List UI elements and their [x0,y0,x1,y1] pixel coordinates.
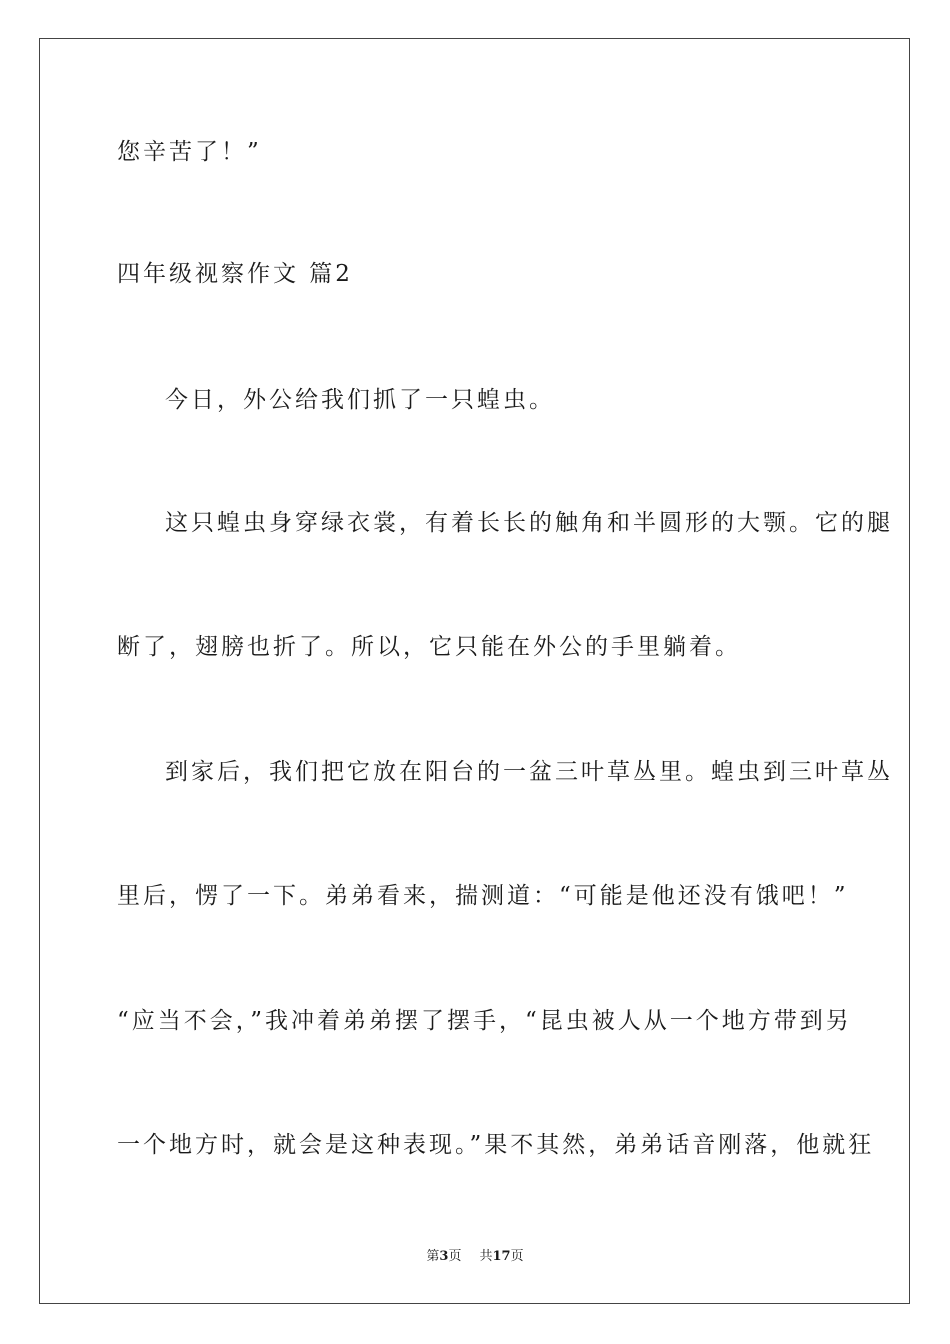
paragraph-3-line-2: 里后，愣了一下。弟弟看来，揣测道：“可能是他还没有饿吧！” [117,883,849,909]
total-suffix: 页 [510,1249,524,1264]
paragraph-2-line-2: 断了，翅膀也折了。所以，它只能在外公的手里躺着。 [117,634,741,660]
page-frame [39,38,910,1304]
total-prefix: 共 [479,1249,493,1264]
paragraph-4-line-2: 一个地方时，就会是这种表现。”果不其然，弟弟话音刚落，他就狂 [117,1132,875,1158]
page-footer [0,1248,950,1266]
page-prefix: 第 [426,1249,440,1264]
current-page-number: 3 [439,1249,449,1264]
section-heading: 四年级视察作文 篇2 [117,261,353,287]
paragraph-2-line-1: 这只蝗虫身穿绿衣裳，有着长长的触角和半圆形的大颚。它的腿 [165,510,893,536]
page-suffix: 页 [448,1249,462,1264]
paragraph-3-line-1: 到家后，我们把它放在阳台的一盆三叶草丛里。蝗虫到三叶草丛 [165,759,893,785]
text-line-1: 您辛苦了！” [117,139,262,165]
total-page-number: 17 [492,1249,511,1264]
paragraph-1-line-1: 今日，外公给我们抓了一只蝗虫。 [165,387,555,413]
paragraph-4-line-1: “应当不会，”我冲着弟弟摆了摆手，“昆虫被人从一个地方带到另 [117,1008,852,1034]
